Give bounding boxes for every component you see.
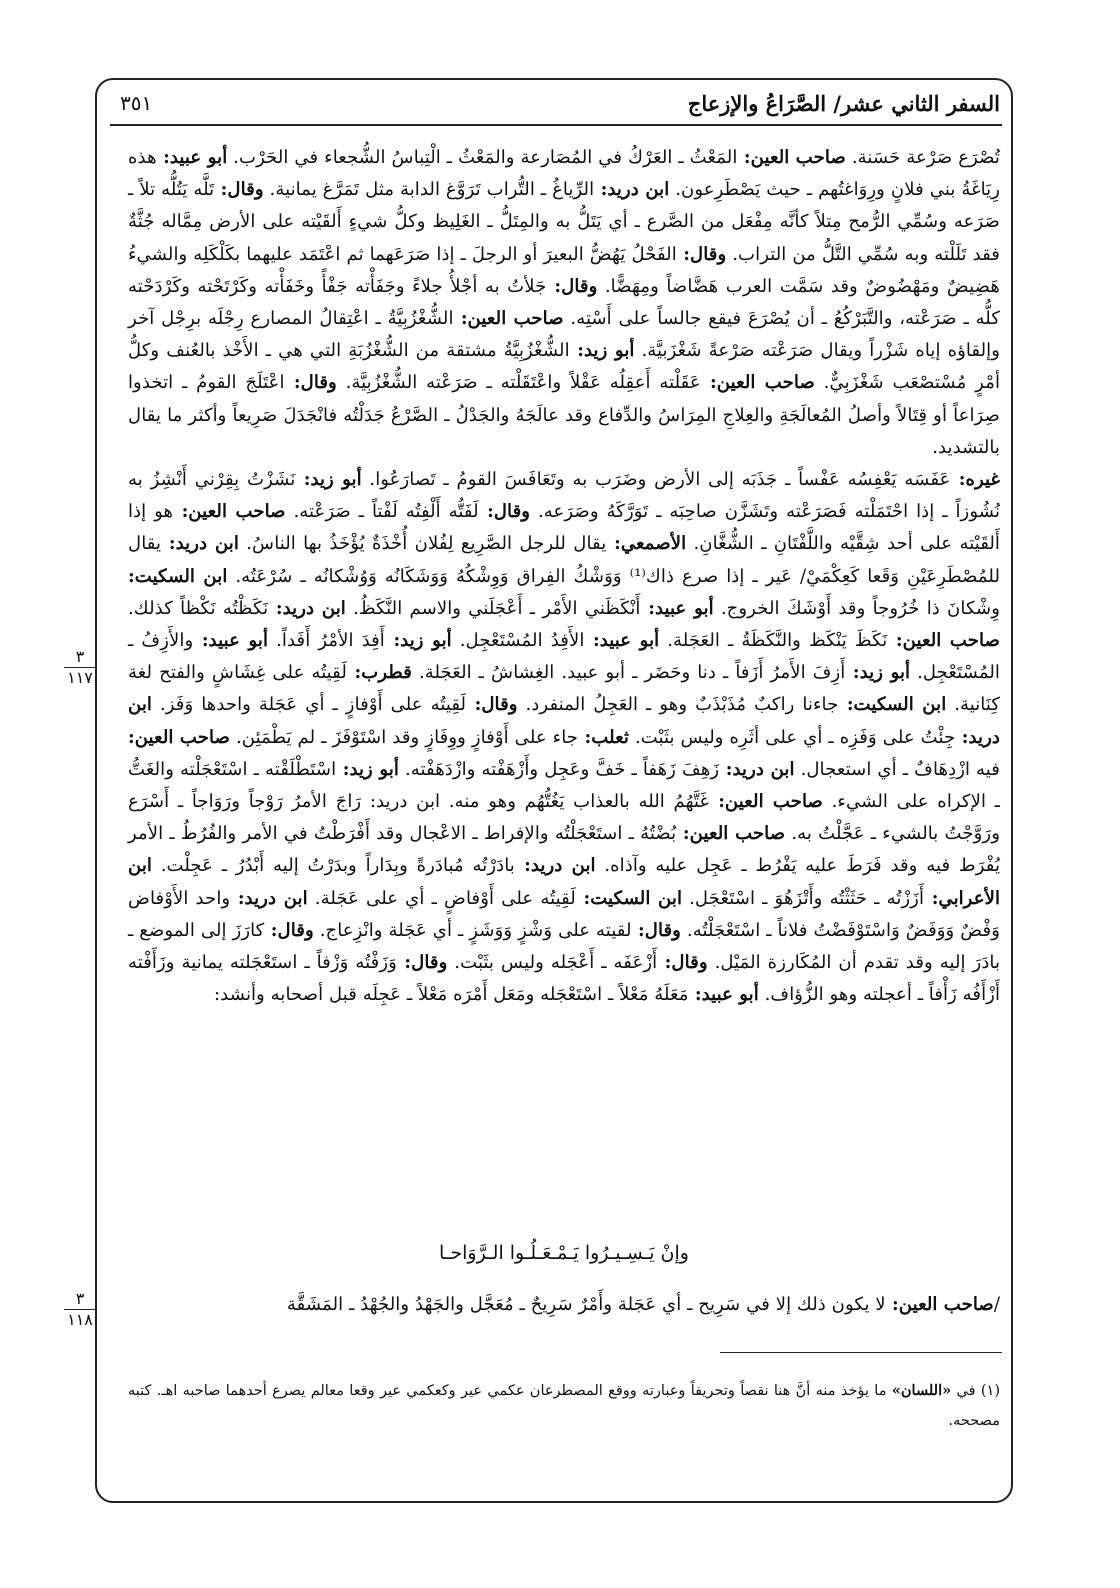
source-label: ابن دريد:: [230, 887, 308, 909]
source-label: أبو عبيد:: [640, 597, 714, 619]
source-label: ابن دريد:: [161, 533, 239, 555]
source-label: وقال:: [466, 694, 518, 716]
text-run: لَقِيتُه على غِشَاشٍ والفتح لغة كِنَانية.: [128, 662, 1000, 716]
main-text: [128, 142, 1000, 1011]
page-header: [120, 84, 1000, 122]
text-run: جاء على أَوْفازٍ ووِفَازٍ وقد اسْتَوْفَزَ ـ لم يَطْمَئِن.: [230, 726, 578, 748]
margin-note-page: ١١٧: [67, 668, 93, 687]
source-label: صاحب العين:: [453, 308, 564, 330]
text-run: الفَحْلُ يَهُضُّ البعيرَ أو الرجلَ ـ إذا صَرَعَهما ثم اعْتَمَد عليهما بكَلْكَلِه والشيءُ هَضِيضٌ ومَهْضُوضٌ وقد سَمَّت العرب هَضَّاضاً ومِهَضًّا.: [128, 243, 1000, 297]
header-rule: [110, 124, 1002, 126]
source-label: أبو زيد:: [384, 630, 452, 652]
text-run: أَزْعَفَه ـ أَعْجَله وليس بثَبْت.: [447, 952, 658, 974]
closing-line: [128, 1294, 1000, 1315]
margin-note-volume: ٣: [75, 1289, 85, 1308]
text-run: /: [993, 1294, 1000, 1315]
margin-note-page: ١١٨: [67, 1310, 93, 1329]
text-run: تُصْرَع صَرْعة حَسَنة.: [845, 147, 1000, 168]
text-run: الأَفِدُ المُسْتَعْجِل.: [451, 630, 585, 652]
text-run: الشُّغْزُبِيَّةُ ـ اعْتِقالُ المصارع رِجْلَه برِجْل آخر وإلقاؤه إياه شَزْراً ويقال صَرَعْته صَرْعةً شَغْزَبيَّة.: [128, 308, 1000, 362]
text-run: جِئْتُ على وَفَزِه ـ أي على أثَرِه وليس بثَبْت.: [628, 726, 956, 748]
text-run: وَزَفْتُه وَزْفاً ـ استَعْجَلته يمانية وزَأَفْته أَزْأَفُه زَأْفاً ـ أعجلته وهو الزُّؤاف.: [128, 952, 1000, 1006]
text-run: غَتَّهُمُ الله بالعذاب يَغُتُّهُم وهو منه. ابن دريد: رَاجَ الأمرُ رَوْجاً ورَوَاجاً ـ أَسْرَع ورَوَّجْتُ بالشيء ـ عَجَّلْتُ به.: [128, 791, 1000, 845]
running-title: السفر الثاني عشر/ الصَّرَاعُ والإزعاج: [687, 90, 1000, 116]
source-label: أبو زيد:: [336, 758, 399, 780]
text-run: يقال للرجل الصَّرِيع لِفُلان أُخْذَةٌ يُؤْخَذُ بها الناسُ.: [238, 533, 607, 555]
text-run: أَنْكَظَني الأَمْر ـ أَعْجَلَني والاسم النَّكَظُ.: [345, 597, 641, 619]
source-label: أبو زيد:: [569, 340, 635, 362]
source-label: وقال:: [676, 243, 727, 265]
text-run: نَكَظَ يَنْكَظ والنَّكَظَةُ ـ العَجَلة.: [659, 630, 888, 652]
text-run: كارَزَ إلى الموضع ـ بادَرَ إليه وقد تقدم أن المُكَارزة المَيْل.: [128, 919, 1001, 974]
source-label: وقال:: [214, 179, 264, 201]
source-label: صاحب العين:: [737, 147, 846, 168]
text-run: مَعَلَهُ مَعْلاً ـ اسْتَعْجَله ومَعَل أَمْرَه مَعْلاً ـ عَجِلَه قبل أصحابه وأنشد:: [214, 984, 689, 1006]
source-label: «اللسان»: [891, 1382, 952, 1399]
source-label: ابن السكيت:: [838, 694, 947, 716]
text-run: نَكَظْتُه نَكْظاً كذلك.: [128, 597, 269, 619]
paragraph: [128, 142, 1000, 464]
text-run: جَلأتُ به أجْلأُ جلاءً وجَفَأْته جَفْأً وخَفَأْته وكَرْتَحْته وكَرْدَحْته كلُّه ـ صَرَعْته، والتَّبَرْكُعُ ـ أن يُصْرَعَ فيقع جالساً على أَسْتِه.: [128, 275, 1000, 330]
source-label: وقال:: [264, 919, 314, 941]
text-run: وِشْكانَ ذا خُرُوجاً وقد أَوْشَكَ الخروج.: [713, 597, 1001, 619]
text-run: (١) في: [951, 1383, 1000, 1399]
poetry-verse: وإنْ يَـسِـيـرُوا يَـمْـعَـلُـوا الـرَّوَاحـا: [439, 1242, 689, 1264]
source-label: ثعلب:: [578, 726, 629, 748]
source-label: الأصمعي:: [606, 533, 687, 555]
margin-note-volume: ٣: [75, 647, 85, 666]
source-label: صاحب العين:: [173, 501, 286, 523]
text-run: فيه ازْدِهَافٌ ـ أي استعجال.: [794, 758, 1000, 780]
source-label: ابن دريد:: [128, 694, 1000, 748]
source-label: ابن السكيت:: [575, 887, 683, 909]
source-label: ابن دريد:: [514, 855, 596, 877]
text-run: عَقَلْته أَعقِلُه عَقْلاً واعْتَقَلْته ـ صَرَعْته الشُّغْزُبِيَّة.: [336, 372, 701, 394]
text-run: هذه رِيَاغَةُ بني فلانٍ ورِوَاغتُهم ـ حيث يَصْطَرِعون.: [128, 147, 1001, 201]
text-run: أَزَزْتُه ـ حَثَثْتُه وأَتْزَهُوَ ـ اسْتَعْجَل.: [682, 887, 925, 909]
source-label: ابن دريد:: [594, 179, 670, 201]
source-label: أبو عبيد:: [193, 630, 269, 652]
source-label: وقال:: [478, 501, 531, 523]
text-run: يقال للمُصْطَرِعَيْنِ وَقَعا كَعِكْمَيْ/ عَير ـ إذا صرع ذاك⁽¹⁾ وَوَشْكُ الفِراق وَوِشْكُهُ وَوَشَكَانُه وَوُشْكانُه ـ سُرْعَتُه.: [128, 533, 1000, 587]
source-label: صاحب العين:: [700, 372, 815, 394]
text-run: لقيته على وَشْزٍ وَوَشَزٍ ـ أي عَجَلة وانْزِعاج.: [313, 919, 632, 941]
margin-note-1: [60, 648, 100, 687]
source-label: وقال:: [396, 952, 448, 974]
text-run: بادَرْتُه مُبادَرةً وبِدَاراً وبدَرْتُ إليه أَبْدُرُ ـ عَجِلْت.: [151, 855, 515, 877]
text-run: اعْتَلَجَ القومُ ـ اتخذوا صِرَاعاً أو قِتَالاً وأصلُ المُعالَجَةِ والعِلاجِ المِرَاسُ والدِّفاع وقد عالَجَهُ والجَدْلُ ـ الصَّرْعُ جَدَلْتُه فانْجَدَلَ صَرِيعاً وأكثر ما يقال بالتشديد.: [128, 372, 1000, 458]
text-run: الرِّياغُ ـ التُّراب تَرَوَّغ الدابة مثل تَمَرَّغ يمانية.: [263, 179, 595, 201]
margin-note-2: [60, 1290, 100, 1329]
text-run: أَفِدَ الأمْرُ أَفَداً.: [268, 630, 385, 652]
source-label: وقال:: [657, 952, 708, 974]
source-label: أبو عبيد:: [584, 630, 660, 652]
source-label: وقال:: [284, 372, 337, 394]
text-run: الشُّغْزُبِيَّةُ مشتقة من الشُّغْزُبَةِ التي هي ـ الأَخْذ بالعُنف وكلُّ أمْرٍ مُسْتصْعَب شَغْزَبِيٌّ.: [128, 340, 1000, 394]
text-run: لَفَتُّه أَلْفِتُه لَفْتاً ـ صَرَعْته.: [285, 501, 479, 523]
text-run: لا يكون ذلك إلا في سَرِيح ـ أي عَجَلة وأَمْرٌ سَرِيحٌ ـ مُعَجَّل والجَهْدُ والجُهْدُ ـ المَشَقَّة: [286, 1294, 886, 1315]
source-label: ابن دريد:: [719, 758, 795, 780]
text-run: تَلَّه يَتُلُّه تلاً ـ صَرَعه وسُمِّي الرُّمح مِتلاً كأنَّه مِفْعَل من الصَّرع ـ أي يَتَلُّ به والمِتَلُّ ـ الغَلِيظ وكلُّ شيءٍ أَلقَيْته على الأرض مِمَّاله جُثَّةٌ فقد تَلَلْته وبه سُمِّي التَّلُّ من التراب.: [128, 179, 1001, 265]
source-label: صاحب العين:: [887, 630, 1001, 652]
text-run: نَشَزْتُ بِقِرْني أَنْشِزُ به نُشُوزاً ـ إذا احْتَمَلْته فَصَرَعْته وتَشَزَّن صاحِبَه ـ تَوَرَّكَهُ وصَرَعه.: [128, 469, 1001, 523]
text-run: بُضْتُهُ ـ استَعْجَلْتُه والإفراط ـ الاعْجال وقد أَفْرَطْتُ في الأمر والفُرُطُ ـ الأمر يُفْرَط فيه وقد فَرَطَ عليه يَفْرُط ـ عَجِل عليه وآذاه.: [128, 823, 1001, 877]
text-run: هو إذا أَلقَيْته على أحد شِقَّيْه واللَّفْتَانِ ـ الشُّغَّانِ.: [128, 501, 1000, 555]
page-number: ٣٥١: [120, 91, 153, 115]
text-run: عَفَسَه يَعْفِسُه عَفْساً ـ جَذَبَه إلى الأرض وضَرَب به وتَعَافَسَ القومُ ـ تَصارَعُوا.: [361, 469, 951, 491]
source-label: أبو عبيد:: [156, 147, 228, 168]
source-label: أبو زيد:: [295, 469, 362, 491]
source-label: صاحب العين:: [708, 791, 823, 813]
text-run: جاءنا راكبٌ مُذَبْذَبٌ وهو ـ العَجِلُ المنفرد.: [517, 694, 839, 716]
source-label: صاحب العين:: [885, 1294, 994, 1315]
source-label: غيره:: [950, 469, 1001, 491]
footnote: [128, 1376, 1000, 1436]
text-run: لَقِيتُه على أَوْفاضٍ ـ أي على عَجَلة.: [307, 887, 576, 909]
text-run: المَعْثُ ـ العَرْكُ في المُصَارعة والمَعْثُ ـ الْتِباسُ الشُّجعاء في الحَرْب.: [227, 147, 738, 168]
text-run: لَقِيتُه على أَوْفازٍ ـ أي عَجَلة واحدها وَفَز.: [151, 694, 467, 716]
text-run: أَزِفَ الأَمرُ أَزَفاً ـ دنا وحَضَر ـ أبو عبيد. الغِشاشُ ـ العَجَلة.: [411, 662, 846, 684]
source-label: وقال:: [546, 275, 598, 297]
source-label: صاحب العين:: [676, 823, 786, 845]
footnote-rule: [720, 1352, 1002, 1353]
source-label: ابن السكيت:: [128, 565, 228, 587]
text-run: ما يؤخذ منه أنَّ هنا نقصاً وتحريفاً وعبارته ووقع المصطرعان عكمي عير وكعكمي عير وقعا معالم يصرع أحدهما صاحبه اهـ. كتبه مصححه.: [128, 1383, 1000, 1429]
source-label: وقال:: [631, 919, 681, 941]
source-label: ابن الأعرابي:: [128, 855, 1000, 909]
source-label: قطرب:: [346, 662, 412, 684]
text-run: والأَزِفُ ـ المُسْتَعْجِل.: [128, 630, 1000, 684]
paragraph: [128, 464, 1000, 1011]
source-label: أبو زيد:: [845, 662, 911, 684]
text-run: زَهِفَ زَهَفاً ـ خَفَّ وعَجِل وأَزْهَفْته وازْدَهَفْته.: [398, 758, 720, 780]
source-label: ابن دريد:: [268, 597, 346, 619]
text-run: واحد الأَوْفاض وَفْضٌ وَوَفَضٌ وَاسْتَوْفَضْتُ فلاناً ـ اسْتَعْجَلْتُه.: [128, 887, 1001, 941]
text-run: اسْتَطْلَقْته ـ اسْتَعْجَلْته والغَتُّ ـ الإكراه على الشيء.: [128, 758, 1000, 813]
source-label: صاحب العين:: [128, 726, 231, 748]
source-label: أبو عبيد:: [688, 984, 759, 1006]
